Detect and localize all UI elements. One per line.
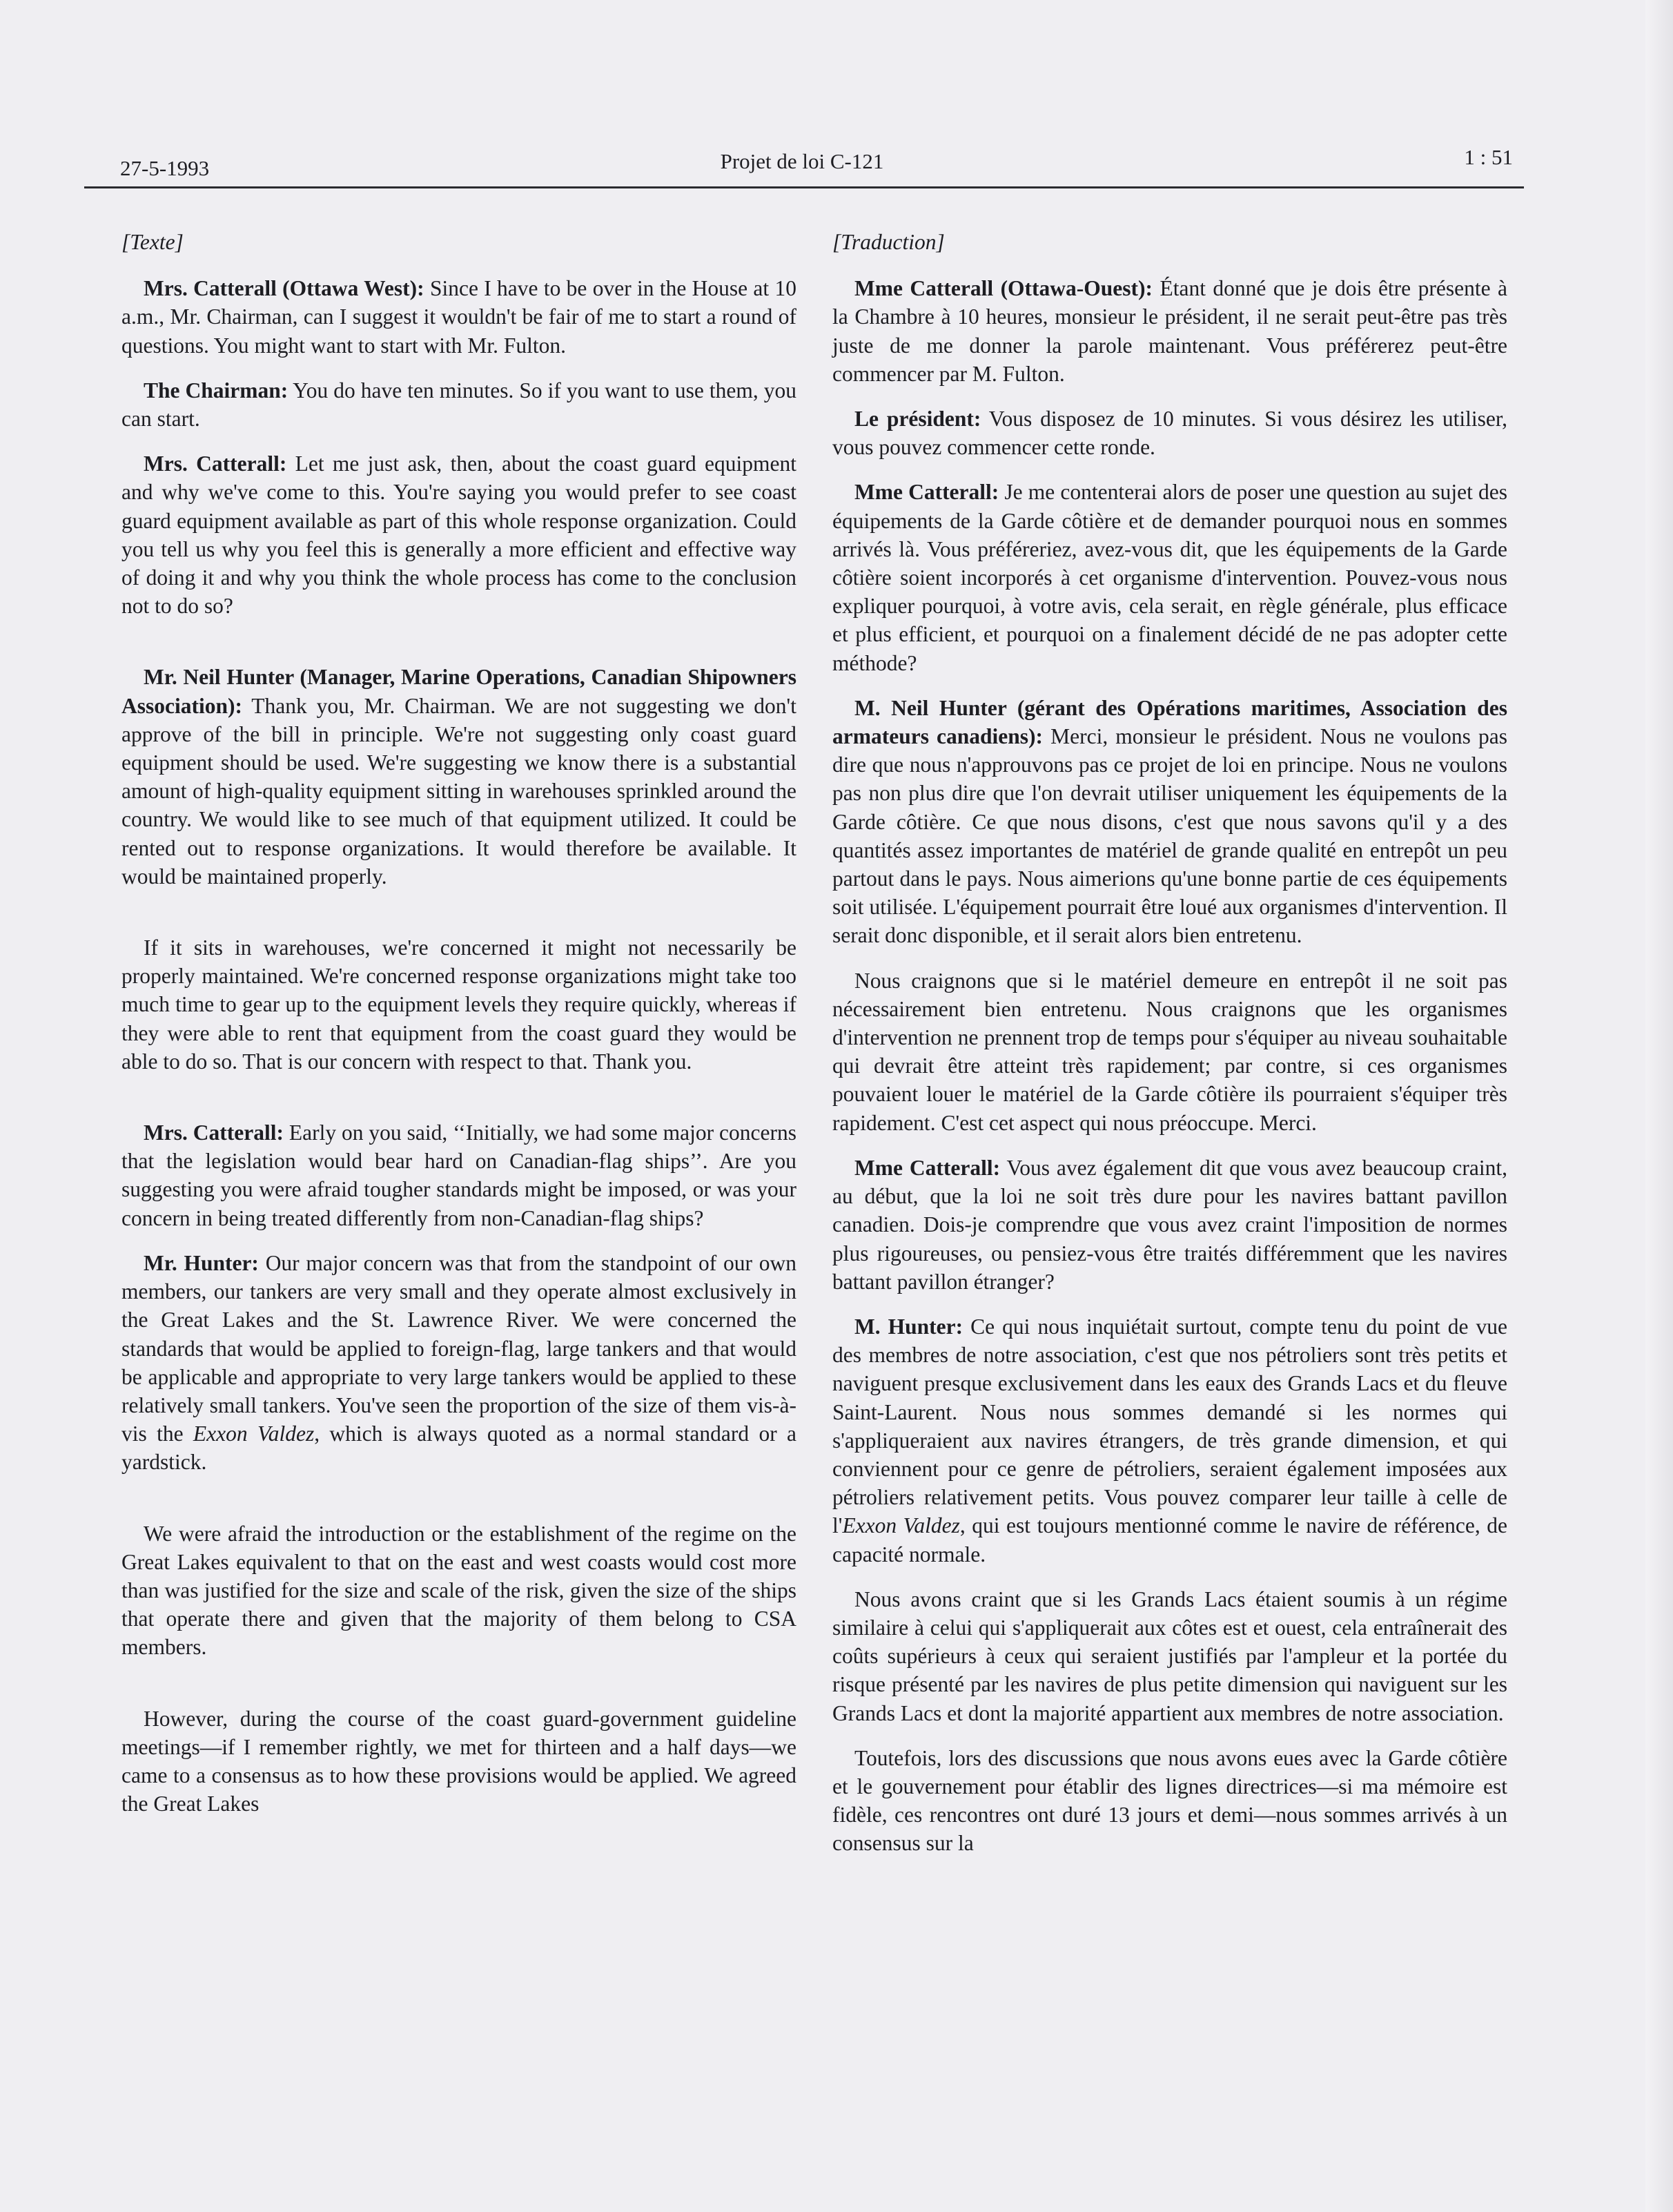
paragraph — [832, 1312, 1507, 1569]
speaker-name: M. Hunter: — [854, 1314, 963, 1339]
speech-text: Ce qui nous inquiétait surtout, compte tenu du point de vue des membres de notre association, c'est que nos pétroliers sont très petits et naviguent presque exclusivement dans les eaux des Grands Lacs et du fleuve Saint-Laurent. Nous nous sommes demandé si les normes qui s'appliqueraient aux navires étrangers, de très grande dimension, et qui conviennent pour ce genre de pétroliers, seraient également imposées aux pétroliers relativement petits. Vous pouvez comparer leur taille à celle de l' — [832, 1314, 1507, 1538]
speech-text: Early on you said, ‘‘Initially, we had some major concerns that the legislation would bear hard on Canadian-flag ships’’. Are you suggesting you were afraid tougher standards might be imposed, or was your concern in being treated differently from non-Canadian-flag ships? — [121, 1120, 797, 1230]
speech-text: Vous disposez de 10 minutes. Si vous désirez les utiliser, vous pouvez commencer cette ronde. — [832, 407, 1507, 460]
paragraph — [121, 449, 796, 620]
paragraph — [832, 274, 1507, 388]
column-tag: [Texte] — [121, 230, 184, 254]
speech-text: Vous avez également dit que vous avez beaucoup craint, au début, que la loi ne soit très dure pour les navires battant pavillon canadien. Dois-je comprendre que vous avez craint l'imposition de normes plus rigoureuses, ou pensiez-vous être traités différemment que les navires battant pavillon étranger? — [832, 1155, 1507, 1294]
speaker-name: M. Neil Hunter (gérant des Opérations maritimes, Association des armateurs canadiens): — [832, 695, 1507, 749]
speaker-name: Mrs. Catterall (Ottawa West): — [144, 276, 424, 301]
speech-text: Since I have to be over in the House at 10 a.m., Mr. Chairman, can I suggest it wouldn't be fair of me to start a round of questions. You might want to start with Mr. Fulton. — [121, 276, 796, 358]
paragraph: If it sits in warehouses, we're concerned it might not necessarily be properly maintained. We're concerned response organizations might take too much time to gear up to the equipment levels they require quickly, whereas if they were able to rent that equipment from the coast guard they would be able to do so. That is our concern with respect to that. Thank you. — [121, 935, 796, 1074]
speaker-name: Le président: — [854, 407, 981, 431]
paragraph — [121, 1118, 796, 1232]
paragraph: Nous craignons que si le matériel demeure en entrepôt il ne soit pas nécessairement bien entretenu. Nous craignons que les organismes d'intervention ne prennent trop de temps pour s'équiper au niveau souhaitable qui devrait être atteint très rapidement; par contre, si ces organismes pouvaient louer le matériel de la Garde côtière ils pourraient s'équiper très rapidement. C'est cet aspect qui nous préoccupe. Merci. — [832, 968, 1507, 1135]
speech-text: , qui est toujours mentionné comme le navire de référence, de capacité normale. — [832, 1513, 1508, 1566]
speech-text: Merci, monsieur le président. Nous ne voulons pas dire que nous n'approuvons pas ce projet de loi en principe. Nous ne voulons pas non plus dire que l'on devrait utiliser uniquement les équipements de la Garde côtière. Ce que nous disons, c'est que nous savons qu'il y a des quantités assez importantes de matériel de grande qualité en entrepôt un peu partout dans le pays. Nous aimerions qu'une bonne partie de ces équipements soit utilisée. L'équipement pourrait être loué aux organismes d'intervention. Il serait donc disponible, et il serait alors bien entretenu. — [832, 724, 1507, 948]
speaker-name: Mme Catterall (Ottawa-Ouest): — [854, 276, 1153, 301]
speech-text: , which is always quoted as a normal standard or a yardstick. — [121, 1422, 796, 1475]
speech-text: Our major concern was that from the standpoint of our own members, our tankers are very small and they operate almost exclusively in the Great Lakes and the St. Lawrence River. We were concerned the standards that would be applied to foreign-flag, large tankers and that would be applicable and appropriate to very large tankers would be applied to these relatively small tankers. You've seen the proportion of the size of them vis-à-vis the — [121, 1250, 796, 1446]
header-title: Projet de loi C-121 — [720, 149, 884, 173]
speech-text: Thank you, Mr. Chairman. We are not suggesting we don't approve of the bill in principle. We're not suggesting only coast guard equipment should be used. We're suggesting we know there is a substantial amount of high-quality equipment sitting in warehouses sprinkled around the country. We would like to see much of that equipment utilized. It could be rented out to response organizations. It would therefore be available. It would be maintained properly. — [121, 693, 796, 889]
speaker-name: The Chairman: — [144, 378, 288, 402]
speech-text: Let me just ask, then, about the coast guard equipment and why we've come to this. You're saying you would prefer to see coast guard equipment available as part of this whole response organization. Could you tell us why you feel this is generally a more efficient and effective way of doing it and why you think the whole process has come to the conclusion not to do so? — [121, 452, 797, 619]
speaker-name: Mr. Hunter: — [144, 1250, 259, 1275]
paragraph: Toutefois, lors des discussions que nous avons eues avec la Garde côtière et le gouvernement pour établir des lignes directrices—si ma mémoire est fidèle, ces rencontres ont duré 13 jours et demi—nous sommes arrivés à un consensus sur la — [832, 1745, 1507, 1856]
ship-name: Exxon Valdez — [193, 1422, 315, 1446]
header-page-number: 1 : 51 — [1464, 145, 1513, 169]
paragraph: Nous avons craint que si les Grands Lacs étaient soumis à un régime similaire à celui qui s'appliquerait aux côtes est et ouest, cela entraînerait des coûts supérieurs à ceux qui seraient justifiés par l'ampleur et la portée du risque présenté par les navires de plus petite dimension qui naviguent sur les Grands Lacs et dont la majorité appartient aux membres de notre association. — [832, 1587, 1507, 1725]
paragraph — [832, 405, 1507, 461]
column-tag: [Traduction] — [832, 230, 945, 254]
paragraph — [832, 1154, 1507, 1296]
speaker-name: Mrs. Catterall: — [144, 452, 287, 476]
page-edge-shadow — [1645, 0, 1673, 2212]
paragraph — [121, 376, 796, 433]
paragraph — [121, 663, 796, 891]
speaker-name: Mme Catterall: — [854, 1155, 1001, 1180]
speaker-name: Mme Catterall: — [854, 480, 999, 505]
speaker-name: Mrs. Catterall: — [144, 1120, 284, 1145]
header-date: 27-5-1993 — [120, 156, 210, 180]
speech-text: Je me contenterai alors de poser une question au sujet des équipements de la Garde côtière et de demander pourquoi nous en sommes arrivés là. Vous préféreriez, avez-vous dit, que les équipements de la Garde côtière soient incorporés à cet organisme d'intervention. Pouvez-vous nous expliquer pourquoi, à votre avis, cela serait, en règle générale, plus efficace et plus efficient, et pourquoi on a finalement décidé de ne pas adopter cette méthode? — [832, 480, 1508, 675]
paragraph — [832, 478, 1507, 677]
english-column — [121, 228, 796, 1818]
paragraph — [121, 274, 796, 360]
paragraph — [832, 694, 1507, 950]
header-rule — [84, 186, 1524, 188]
page-header — [84, 142, 1520, 184]
speech-text: Étant donné que je dois être présente à la Chambre à 10 heures, monsieur le président, il ne serait peut-être pas très juste de me donner la parole maintenant. Vous préférerez peut-être commencer par M. Fulton. — [832, 276, 1508, 386]
french-column — [832, 228, 1507, 1858]
paragraph — [121, 1249, 796, 1477]
speaker-name: Mr. Neil Hunter (Manager, Marine Operations, Canadian Shipowners Association): — [121, 665, 796, 718]
paragraph: However, during the course of the coast guard-government guideline meetings—if I remember rightly, we met for thirteen and a half days—we came to a consensus as to how these provisions would be applied. We agreed the Great Lakes — [121, 1706, 796, 1816]
speech-text: You do have ten minutes. So if you want to use them, you can start. — [121, 378, 796, 431]
paragraph: We were afraid the introduction or the establishment of the regime on the Great Lakes equivalent to that on the east and west coasts would cost more than was justified for the size and scale of the risk, given the size of the ships that operate there and given that the majority of them belong to CSA members. — [121, 1521, 796, 1660]
ship-name: Exxon Valdez — [842, 1513, 960, 1538]
